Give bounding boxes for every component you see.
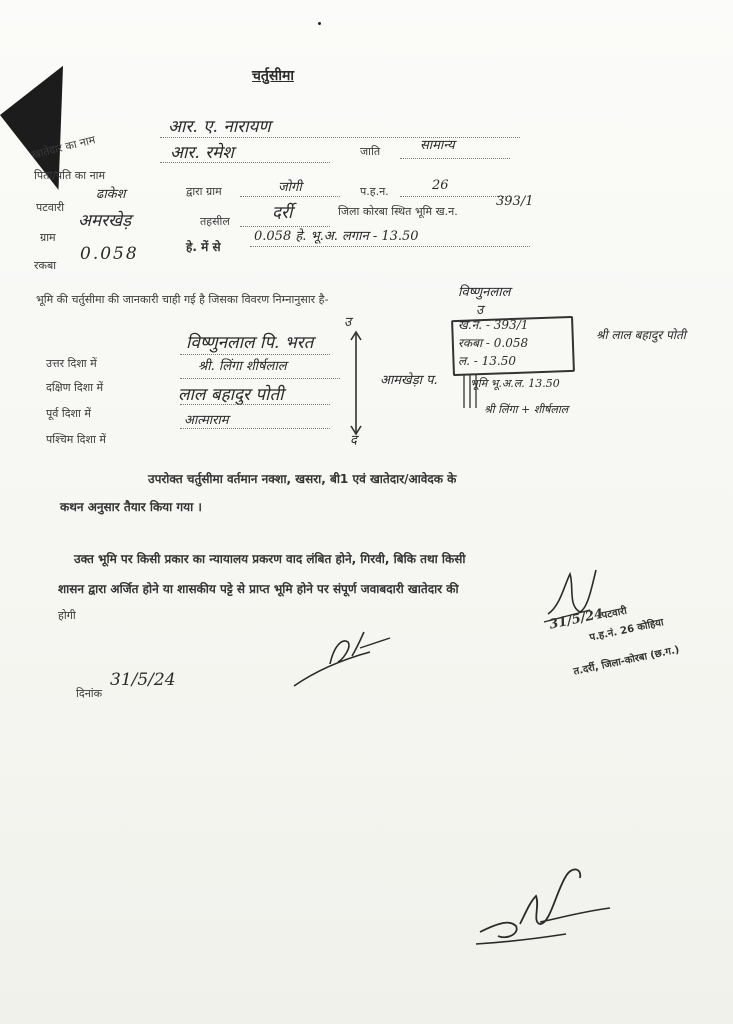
dir-value-east: लाल बहादुर पोती <box>178 385 284 405</box>
dir-value-west: आत्माराम <box>184 413 229 428</box>
dir-value-north: विष्णुनलाल पि. भरत <box>186 333 314 353</box>
field-label-village: द्वारा ग्राम <box>186 185 222 198</box>
field-value-ph: 26 <box>432 178 449 193</box>
field-label-gram: ग्राम <box>40 231 56 244</box>
hatch-marks-icon <box>462 372 482 412</box>
field-value-tehsil: दर्री <box>272 203 293 223</box>
compass-arrow-icon <box>346 330 366 440</box>
box-below-1: भूमि भू.अ.ल. 13.50 <box>470 377 560 390</box>
compass-south-label: द <box>350 433 357 448</box>
field-label-tehsil: तहसील <box>200 215 230 228</box>
para-4: शासन द्वारा अर्जित होने या शासकीय पट्टे से प्राप्त भूमि होने पर संपूर्ण जवाबदारी खातेदार की <box>58 582 459 596</box>
field-value-gram: अमरखेड़ <box>78 211 132 231</box>
dir-label-south: दक्षिण दिशा में <box>46 381 104 394</box>
date-value: 31/5/24 <box>110 670 176 690</box>
para-3: उक्त भूमि पर किसी प्रकार का न्यायालय प्रकरण वाद लंबित होने, गिरवी, बिकि तथा किसी <box>74 552 466 566</box>
scan-speck <box>318 22 321 25</box>
field-label-patwari: पटवारी <box>36 201 65 214</box>
center-label: आमखेड़ा प. <box>380 373 438 388</box>
intro-text: भूमि की चर्तुसीमा की जानकारी चाही गई है जिसका विवरण निम्नानुसार है- <box>36 293 329 306</box>
dir-label-north: उत्तर दिशा में <box>46 357 97 370</box>
box-line-area: रकबा - 0.058 <box>458 336 529 350</box>
field-label-ph: प.ह.न. <box>360 185 389 198</box>
para-2: कथन अनुसार तैयार किया गया । <box>60 500 202 514</box>
dir-label-east: पूर्व दिशा में <box>46 407 91 420</box>
field-value-patwari: ढाकेश <box>96 187 126 202</box>
field-value-village: जोगी <box>278 180 302 195</box>
stamp-line-1: पटवारी <box>600 605 628 622</box>
dir-label-west: पश्चिम दिशा में <box>46 433 106 446</box>
field-label-caste: जाति <box>360 145 381 158</box>
field-label-hectare: हे. में से <box>186 240 221 254</box>
para-1: उपरोक्त चर्तुसीमा वर्तमान नक्शा, खसरा, बी1 एवं खातेदार/आवेदक के <box>148 472 457 486</box>
field-label-area: रकबा <box>34 259 57 272</box>
date-label: दिनांक <box>76 687 103 700</box>
field-value-owner: आर. ए. नारायण <box>168 117 271 137</box>
field-label-father: पिता/पति का नाम <box>34 169 106 182</box>
stamp-line-2: प.ह.नं. 26 कोहिया <box>588 617 665 644</box>
north-top-name: विष्णुनलाल <box>458 285 511 300</box>
field-value-khasra: 393/1 <box>496 194 534 209</box>
page-title: चर्तुसीमा <box>252 68 294 84</box>
field-value-area: 0.058 <box>80 244 139 264</box>
stamp-line-3: त.दर्री, जिला-कोरबा (छ.ग.) <box>572 644 681 678</box>
box-line-khasra: ख.न. - 393/1 <box>458 318 529 332</box>
field-value-father: आर. रमेश <box>170 143 234 163</box>
dir-value-south: श्री. लिंगा शीर्षलाल <box>198 359 287 374</box>
applicant-signature <box>290 628 400 688</box>
field-label-owner: खातेदार का नाम <box>30 133 97 162</box>
para-5: होगी <box>58 609 76 622</box>
officer-signature <box>470 862 620 952</box>
field-value-caste: सामान्य <box>420 138 455 153</box>
box-below-2: श्री लिंगा + शीर्षलाल <box>484 403 569 416</box>
box-line-rent: ल. - 13.50 <box>458 354 516 368</box>
compass-north-label: उ <box>344 315 352 330</box>
field-label-district: जिला कोरबा स्थित भूमि ख.न. <box>338 205 458 218</box>
field-value-hectare: 0.058 हे. भू.अ. लगान - 13.50 <box>254 229 419 244</box>
north-top-mark: उ <box>476 303 484 318</box>
stamp-date: 31/5/24 <box>548 606 605 633</box>
box-right-name: श्री लाल बहादुर पोती <box>596 328 686 342</box>
